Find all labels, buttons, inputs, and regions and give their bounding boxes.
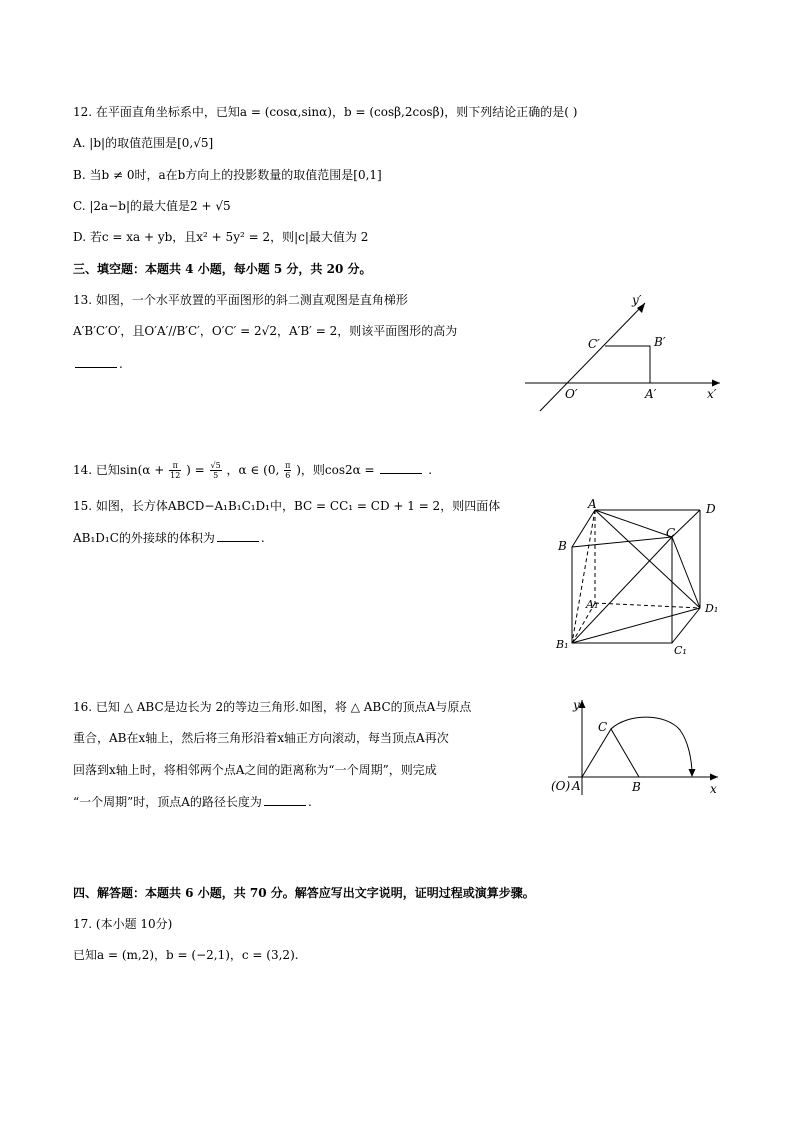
answer-blank	[264, 793, 306, 806]
q15-figure	[550, 495, 730, 660]
q14-mid: ) =	[186, 463, 205, 477]
q14-frac3	[284, 461, 291, 480]
q15-label-a1: A₁	[586, 598, 599, 611]
q14-cond: ，α ∈ (0,	[226, 463, 280, 477]
q15-label-d1: D₁	[705, 602, 719, 615]
q17-line1: 已知a = (m,2)，b = (−2,1)，c = (3,2).	[73, 948, 299, 962]
q15-label-d: D	[706, 502, 716, 516]
q13-label-c: C′	[588, 337, 600, 351]
q14-prefix: 14. 已知sin(α +	[73, 463, 165, 477]
q16-line4	[73, 793, 312, 810]
q15-label-b1: B₁	[556, 638, 569, 651]
q16-label-x: x	[710, 782, 717, 796]
q14-suffix: )，则cos2α =	[296, 463, 375, 477]
q16-label-o: (O)	[551, 779, 571, 793]
q14-frac3-num: π	[285, 461, 291, 470]
q15-period: .	[260, 531, 265, 545]
q12-option-c: C. |2a−b|的最大值是2 + √5	[73, 199, 231, 213]
q16-label-a: A	[572, 779, 581, 793]
q13-figure	[520, 288, 730, 413]
q13-line3	[73, 355, 123, 372]
q15-line1: 15. 如图，长方体ABCD−A₁B₁C₁D₁中，BC = CC₁ = CD + 1 = 2，则四面体	[73, 499, 501, 513]
q12-option-b: B. 当b ≠ 0时，a在b方向上的投影数量的取值范围是[0,1]	[73, 168, 382, 182]
q15-label-c: C	[666, 526, 676, 540]
q16-line2: 重合，AB在x轴上，然后将三角形沿着x轴正方向滚动，每当顶点A再次	[73, 731, 449, 745]
q15-line2	[73, 529, 265, 546]
q17-header: 17. (本小题 10分)	[73, 917, 173, 931]
q13-label-a: A′	[645, 387, 657, 401]
answer-blank	[75, 355, 117, 368]
q13-label-y: y′	[632, 293, 642, 307]
q14-line	[73, 461, 432, 480]
q14-frac1-den: 12	[170, 471, 181, 480]
q14-frac2	[210, 461, 222, 480]
q13-label-x: x′	[707, 387, 717, 401]
q14-frac1-num: π	[169, 461, 181, 471]
q14-frac2-den: 5	[213, 471, 219, 480]
q16-line4-text: “一个周期”时，顶点A的路径长度为	[73, 795, 262, 809]
q14-frac1	[169, 461, 181, 480]
answer-blank	[217, 529, 259, 542]
q14-end: .	[428, 463, 433, 477]
q15-label-a: A	[588, 497, 597, 511]
q15-label-c1: C₁	[674, 644, 687, 657]
section3-title: 三、填空题：本题共 4 小题，每小题 5 分，共 20 分。	[73, 262, 372, 276]
q13-label-b: B′	[654, 335, 666, 349]
q16-label-c: C	[598, 720, 608, 734]
q15-line2-text: AB₁D₁C的外接球的体积为	[73, 531, 215, 545]
q12-option-a: A. |b|的取值范围是[0,√5]	[73, 136, 214, 150]
q16-line3: 回落到x轴上时，将相邻两个点A之间的距离称为“一个周期”，则完成	[73, 763, 437, 777]
q16-period: .	[307, 795, 312, 809]
q16-line1: 16. 已知 △ ABC是边长为 2的等边三角形.如图，将 △ ABC的顶点A与原点	[73, 700, 472, 714]
q13-line2: A′B′C′O′，且O′A′//B′C′，O′C′ = 2√2，A′B′ = 2，则该平面图形的高为	[73, 324, 458, 338]
q16-label-y: y	[573, 698, 580, 712]
q16-label-b: B	[632, 780, 641, 794]
q16-figure	[548, 695, 723, 800]
answer-blank	[380, 461, 422, 474]
q13-line1: 13. 如图，一个水平放置的平面图形的斜二测直观图是直角梯形	[73, 293, 408, 307]
q12-stem: 12. 在平面直角坐标系中，已知a = (cosα,sinα)，b = (cosβ,2cosβ)，则下列结论正确的是( )	[73, 105, 578, 119]
q13-label-o: O′	[565, 387, 578, 401]
q14-frac3-den: 6	[285, 471, 291, 480]
q13-period: .	[119, 357, 123, 371]
q12-option-d: D. 若c = xa + yb，且x² + 5y² = 2，则|c|最大值为 2	[73, 230, 369, 244]
q14-frac2-num: √5	[210, 461, 221, 470]
section4-title: 四、解答题：本题共 6 小题，共 70 分。解答应写出文字说明，证明过程或演算步骤。	[73, 886, 535, 900]
q15-label-b: B	[558, 539, 567, 553]
